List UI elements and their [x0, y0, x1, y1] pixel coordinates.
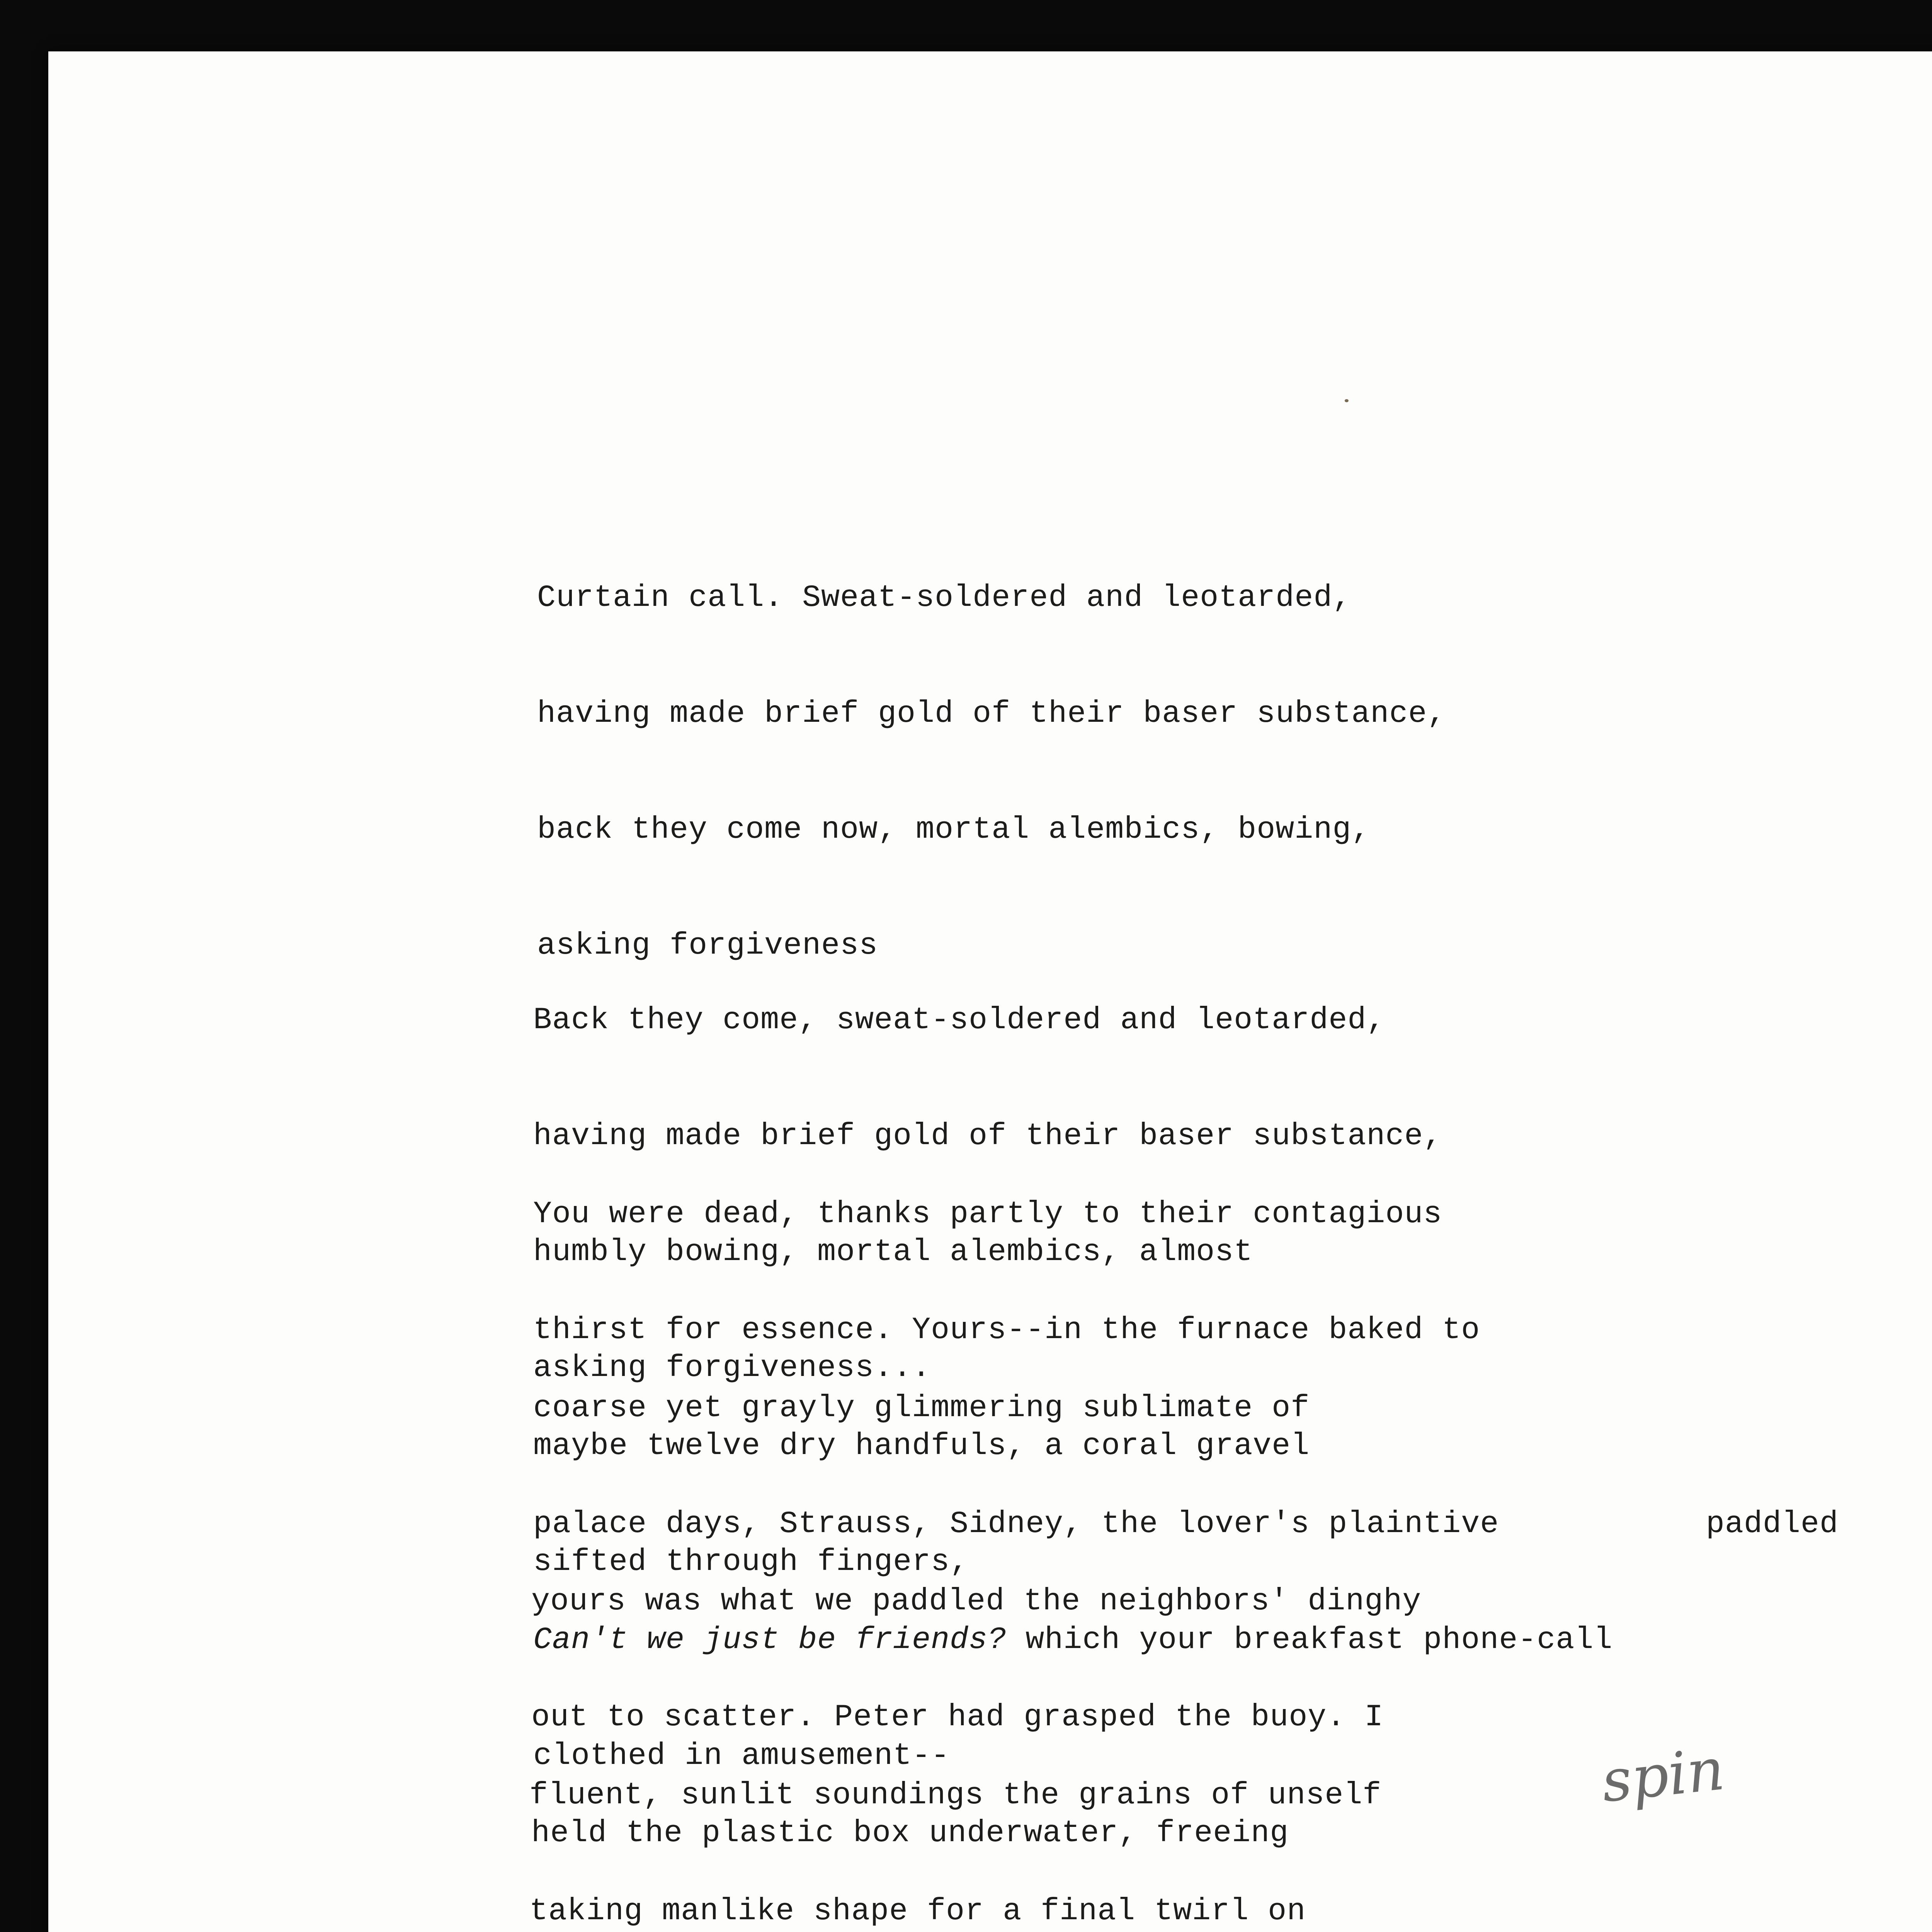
typescript-page — [48, 51, 1932, 1932]
poem-line: asking forgiveness... — [533, 1350, 931, 1386]
poem-line: back they come now, mortal alembics, bowing, — [537, 812, 1371, 847]
poem-line: Back they come, sweat-soldered and leotarded, — [533, 1003, 1386, 1038]
italic-quote: Can't we just be friends? — [533, 1622, 1007, 1658]
poem-line: thirst for essence. Yours--in the furnace baked to — [533, 1313, 1480, 1348]
poem-line: having made brief gold of their baser substance, — [533, 1119, 1442, 1154]
poem-line: asking forgiveness — [537, 928, 878, 963]
poem-line: sifted through fingers, — [533, 1544, 969, 1580]
poem-line-rest: which your breakfast phone-call — [1007, 1622, 1613, 1658]
poem-line: Curtain call. Sweat-soldered and leotarded, — [537, 580, 1352, 616]
paper-speck — [1345, 399, 1349, 402]
poem-line: coarse yet grayly glimmering sublimate of — [533, 1391, 1310, 1426]
poem-line: fluent, sunlit soundings the grains of unself — [529, 1778, 1382, 1813]
poem-line: held the plastic box underwater, freeing — [531, 1816, 1289, 1851]
poem-line: humbly bowing, mortal alembics, almost — [533, 1235, 1253, 1270]
poem-line: palace days, Strauss, Sidney, the lover's plaintive — [533, 1507, 1499, 1542]
poem-line: clothed in amusement-- — [533, 1738, 950, 1774]
poem-line: out to scatter. Peter had grasped the buoy. I — [531, 1700, 1384, 1735]
stanza-7 — [529, 1892, 1571, 1932]
poem-line: taking manlike shape for a final twirl on — [529, 1894, 1306, 1929]
margin-note-paddled: paddled — [1706, 1507, 1839, 1542]
handwritten-note-spin: spin — [1598, 1735, 1728, 1816]
poem-line: yours was what we paddled the neighbors' dinghy — [531, 1584, 1422, 1619]
poem-line: You were dead, thanks partly to their contagious — [533, 1197, 1442, 1232]
poem-line: maybe twelve dry handfuls, a coral gravel — [533, 1429, 1310, 1464]
poem-line: having made brief gold of their baser substance, — [537, 696, 1446, 731]
